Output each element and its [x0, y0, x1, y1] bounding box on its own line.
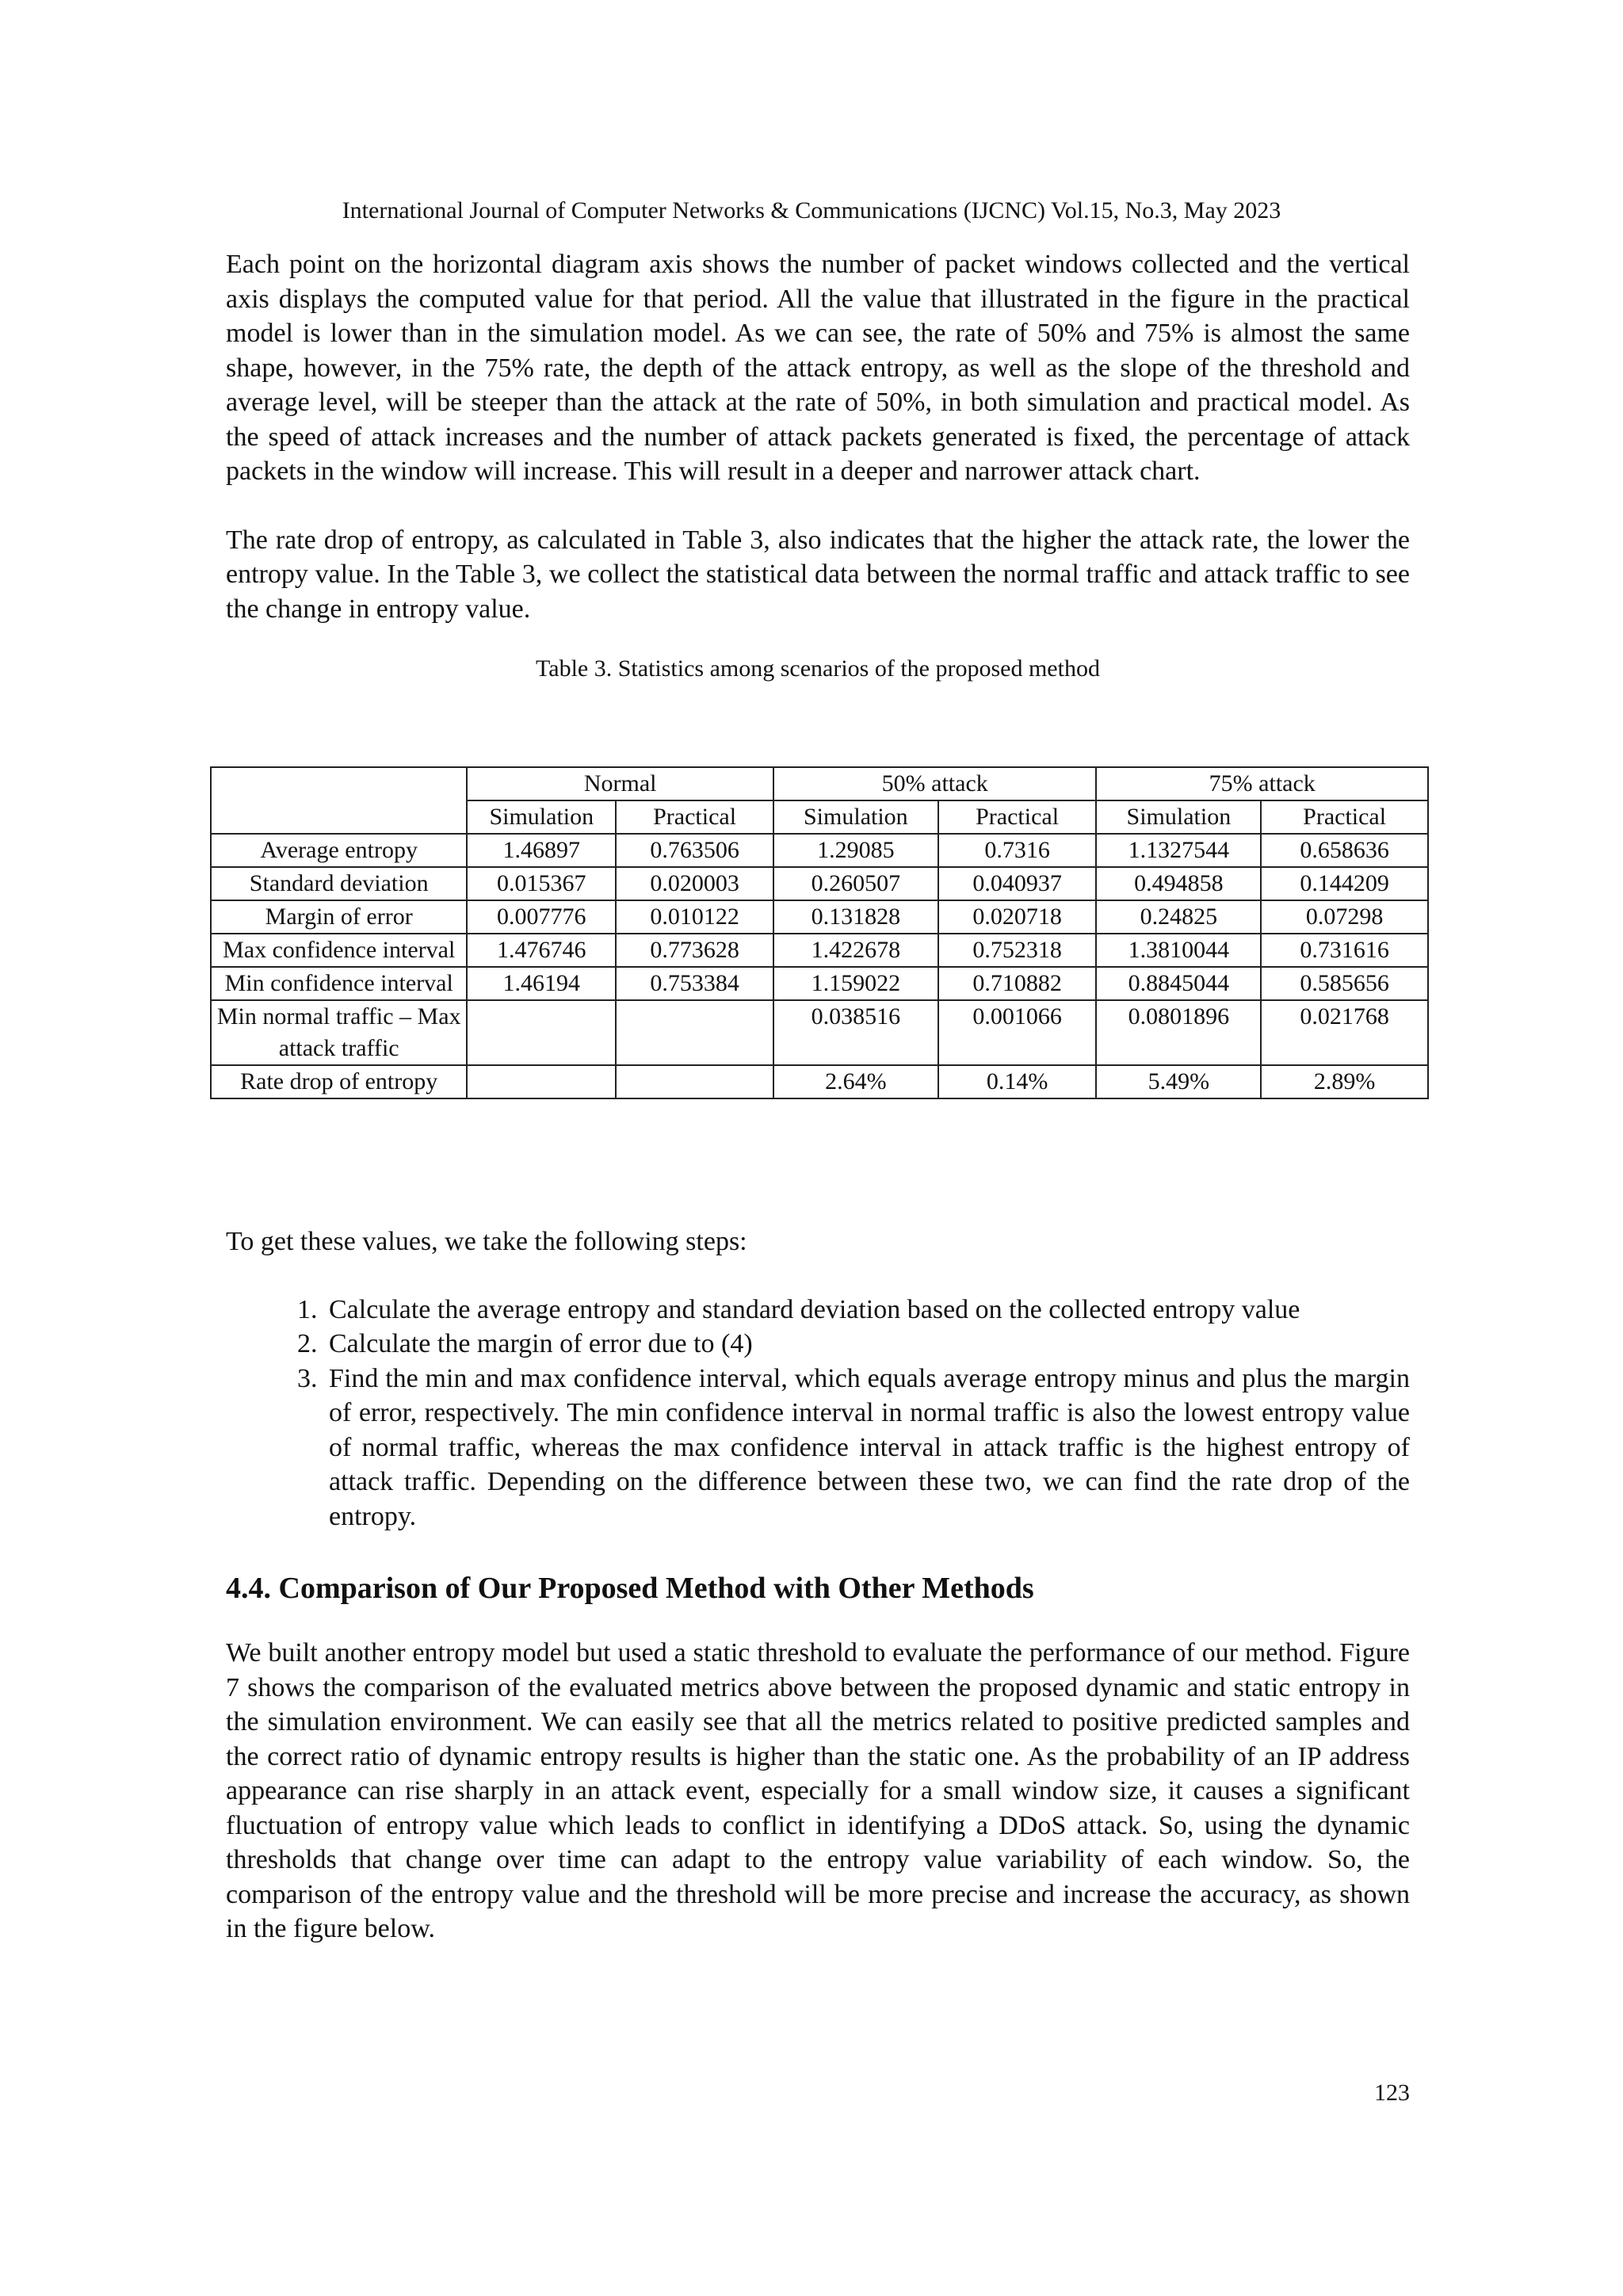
table-subheader: Practical — [938, 800, 1097, 834]
table-cell: 0.020003 — [616, 867, 773, 900]
table-cell: 0.0801896 — [1096, 1000, 1261, 1065]
table-corner-cell — [211, 767, 467, 834]
table-subheader: Simulation — [773, 800, 938, 834]
table-row-label: Max confidence interval — [211, 934, 467, 967]
table-cell: 0.14% — [938, 1065, 1097, 1098]
table-cell: 0.731616 — [1261, 934, 1428, 967]
table-cell: 0.658636 — [1261, 834, 1428, 867]
table-cell: 0.710882 — [938, 967, 1097, 1000]
list-item: 2. Calculate the margin of error due to (4) — [324, 1327, 1410, 1362]
table-cell: 2.89% — [1261, 1065, 1428, 1098]
table-cell: 0.038516 — [773, 1000, 938, 1065]
table-group-header: 75% attack — [1096, 767, 1428, 800]
table-row-label: Margin of error — [211, 900, 467, 934]
lower-text-block — [226, 1224, 1410, 1946]
table-subheader: Practical — [1261, 800, 1428, 834]
paragraph-comparison: We built another entropy model but used a static threshold to evaluate the performance of our method. Figure 7 shows the comparison of the evaluated metrics above between the proposed dynamic and static entropy in the simulation environment. We can easily see that all the metrics related to positive predicted samples and the correct ratio of dynamic entropy results is higher than the static one. As the probability of an IP address appearance can rise sharply in an attack event, especially for a small window size, it causes a significant fluctuation of entropy value which leads to conflict in identifying a DDoS attack. So, using the dynamic thresholds that change over time can adapt to the entropy value variability of each window. So, the comparison of the entropy value and the threshold will be more precise and increase the accuracy, as shown in the figure below. — [226, 1638, 1410, 1943]
table-cell: 0.07298 — [1261, 900, 1428, 934]
table-cell: 0.773628 — [616, 934, 773, 967]
table-row-label: Average entropy — [211, 834, 467, 867]
table-cell: 2.64% — [773, 1065, 938, 1098]
table-cell: 1.46194 — [467, 967, 616, 1000]
table-row-label: Min confidence interval — [211, 967, 467, 1000]
table-cell: 0.020718 — [938, 900, 1097, 934]
table-cell: 0.015367 — [467, 867, 616, 900]
table-cell: 0.001066 — [938, 1000, 1097, 1065]
table-row — [211, 867, 1428, 900]
table-cell: 1.3810044 — [1096, 934, 1261, 967]
table-cell: 0.144209 — [1261, 867, 1428, 900]
table-group-header: 50% attack — [773, 767, 1097, 800]
table-cell: 1.46897 — [467, 834, 616, 867]
table-subheader: Simulation — [1096, 800, 1261, 834]
table-cell: 0.752318 — [938, 934, 1097, 967]
paragraph-intro: Each point on the horizontal diagram axis shows the number of packet windows collected and the vertical axis displays the computed value for that period. All the value that illustrated in the figure in the practical model is lower than in the simulation model. As we can see, the rate of 50% and 75% is almost the same shape, however, in the 75% rate, the depth of the attack entropy, as well as the slope of the threshold and average level, will be steeper than the attack at the rate of 50%, in both simulation and practical model. As the speed of attack increases and the number of attack packets generated is fixed, the percentage of attack packets in the window will increase. This will result in a deeper and narrower attack chart. — [226, 250, 1410, 486]
steps-list — [226, 1293, 1410, 1534]
table-cell: 0.131828 — [773, 900, 938, 934]
table-cell: 0.021768 — [1261, 1000, 1428, 1065]
section-heading: 4.4. Comparison of Our Proposed Method with Other Methods — [226, 1572, 1034, 1605]
table-row — [211, 834, 1428, 867]
running-header: International Journal of Computer Networks & Communications (IJCNC) Vol.15, No.3, May 2023 — [342, 197, 1281, 223]
upper-text-block — [226, 247, 1410, 683]
table-cell — [616, 1065, 773, 1098]
table-cell: 0.010122 — [616, 900, 773, 934]
table-row-label: Min normal traffic – Max attack traffic — [211, 1000, 467, 1065]
table-cell: 0.007776 — [467, 900, 616, 934]
table-cell: 1.476746 — [467, 934, 616, 967]
table-cell: 1.159022 — [773, 967, 938, 1000]
table-cell — [616, 1000, 773, 1065]
table-row — [211, 967, 1428, 1000]
table-cell: 0.753384 — [616, 967, 773, 1000]
table-cell: 0.24825 — [1096, 900, 1261, 934]
table-row — [211, 934, 1428, 967]
table-caption: Table 3. Statistics among scenarios of the proposed method — [536, 655, 1100, 682]
table-group-header-row — [211, 767, 1428, 800]
table-row — [211, 900, 1428, 934]
table-row — [211, 1065, 1428, 1098]
paragraph-rate-drop: The rate drop of entropy, as calculated in Table 3, also indicates that the higher the attack rate, the lower the entropy value. In the Table 3, we collect the statistical data between the normal traffic and attack traffic to see the change in entropy value. — [226, 525, 1410, 624]
table-cell: 0.040937 — [938, 867, 1097, 900]
table-row-label: Rate drop of entropy — [211, 1065, 467, 1098]
table-cell: 0.8845044 — [1096, 967, 1261, 1000]
table-subheader: Practical — [616, 800, 773, 834]
page-number: 123 — [1374, 2080, 1410, 2106]
table-row-label: Standard deviation — [211, 867, 467, 900]
table-subheader: Simulation — [467, 800, 616, 834]
table-cell: 0.585656 — [1261, 967, 1428, 1000]
table-row — [211, 1000, 1428, 1065]
paragraph-steps-intro: To get these values, we take the following steps: — [226, 1227, 747, 1256]
table-cell: 0.260507 — [773, 867, 938, 900]
table-cell: 1.29085 — [773, 834, 938, 867]
table-cell: 1.422678 — [773, 934, 938, 967]
table-cell: 5.49% — [1096, 1065, 1261, 1098]
table-cell — [467, 1000, 616, 1065]
list-item: 1. Calculate the average entropy and standard deviation based on the collected entropy value — [324, 1293, 1410, 1328]
table-cell: 0.494858 — [1096, 867, 1261, 900]
table-cell: 0.7316 — [938, 834, 1097, 867]
statistics-table — [210, 766, 1429, 1099]
table-cell: 1.1327544 — [1096, 834, 1261, 867]
list-item: 3. Find the min and max confidence interval, which equals average entropy minus and plus the margin of error, respectively. The min confidence interval in normal traffic is also the lowest entropy value of normal traffic, whereas the max confidence interval in attack traffic is the highest entropy of attack traffic. Depending on the difference between these two, we can find the rate drop of the entropy. — [324, 1362, 1410, 1534]
table-cell — [467, 1065, 616, 1098]
table-group-header: Normal — [467, 767, 773, 800]
table-cell: 0.763506 — [616, 834, 773, 867]
